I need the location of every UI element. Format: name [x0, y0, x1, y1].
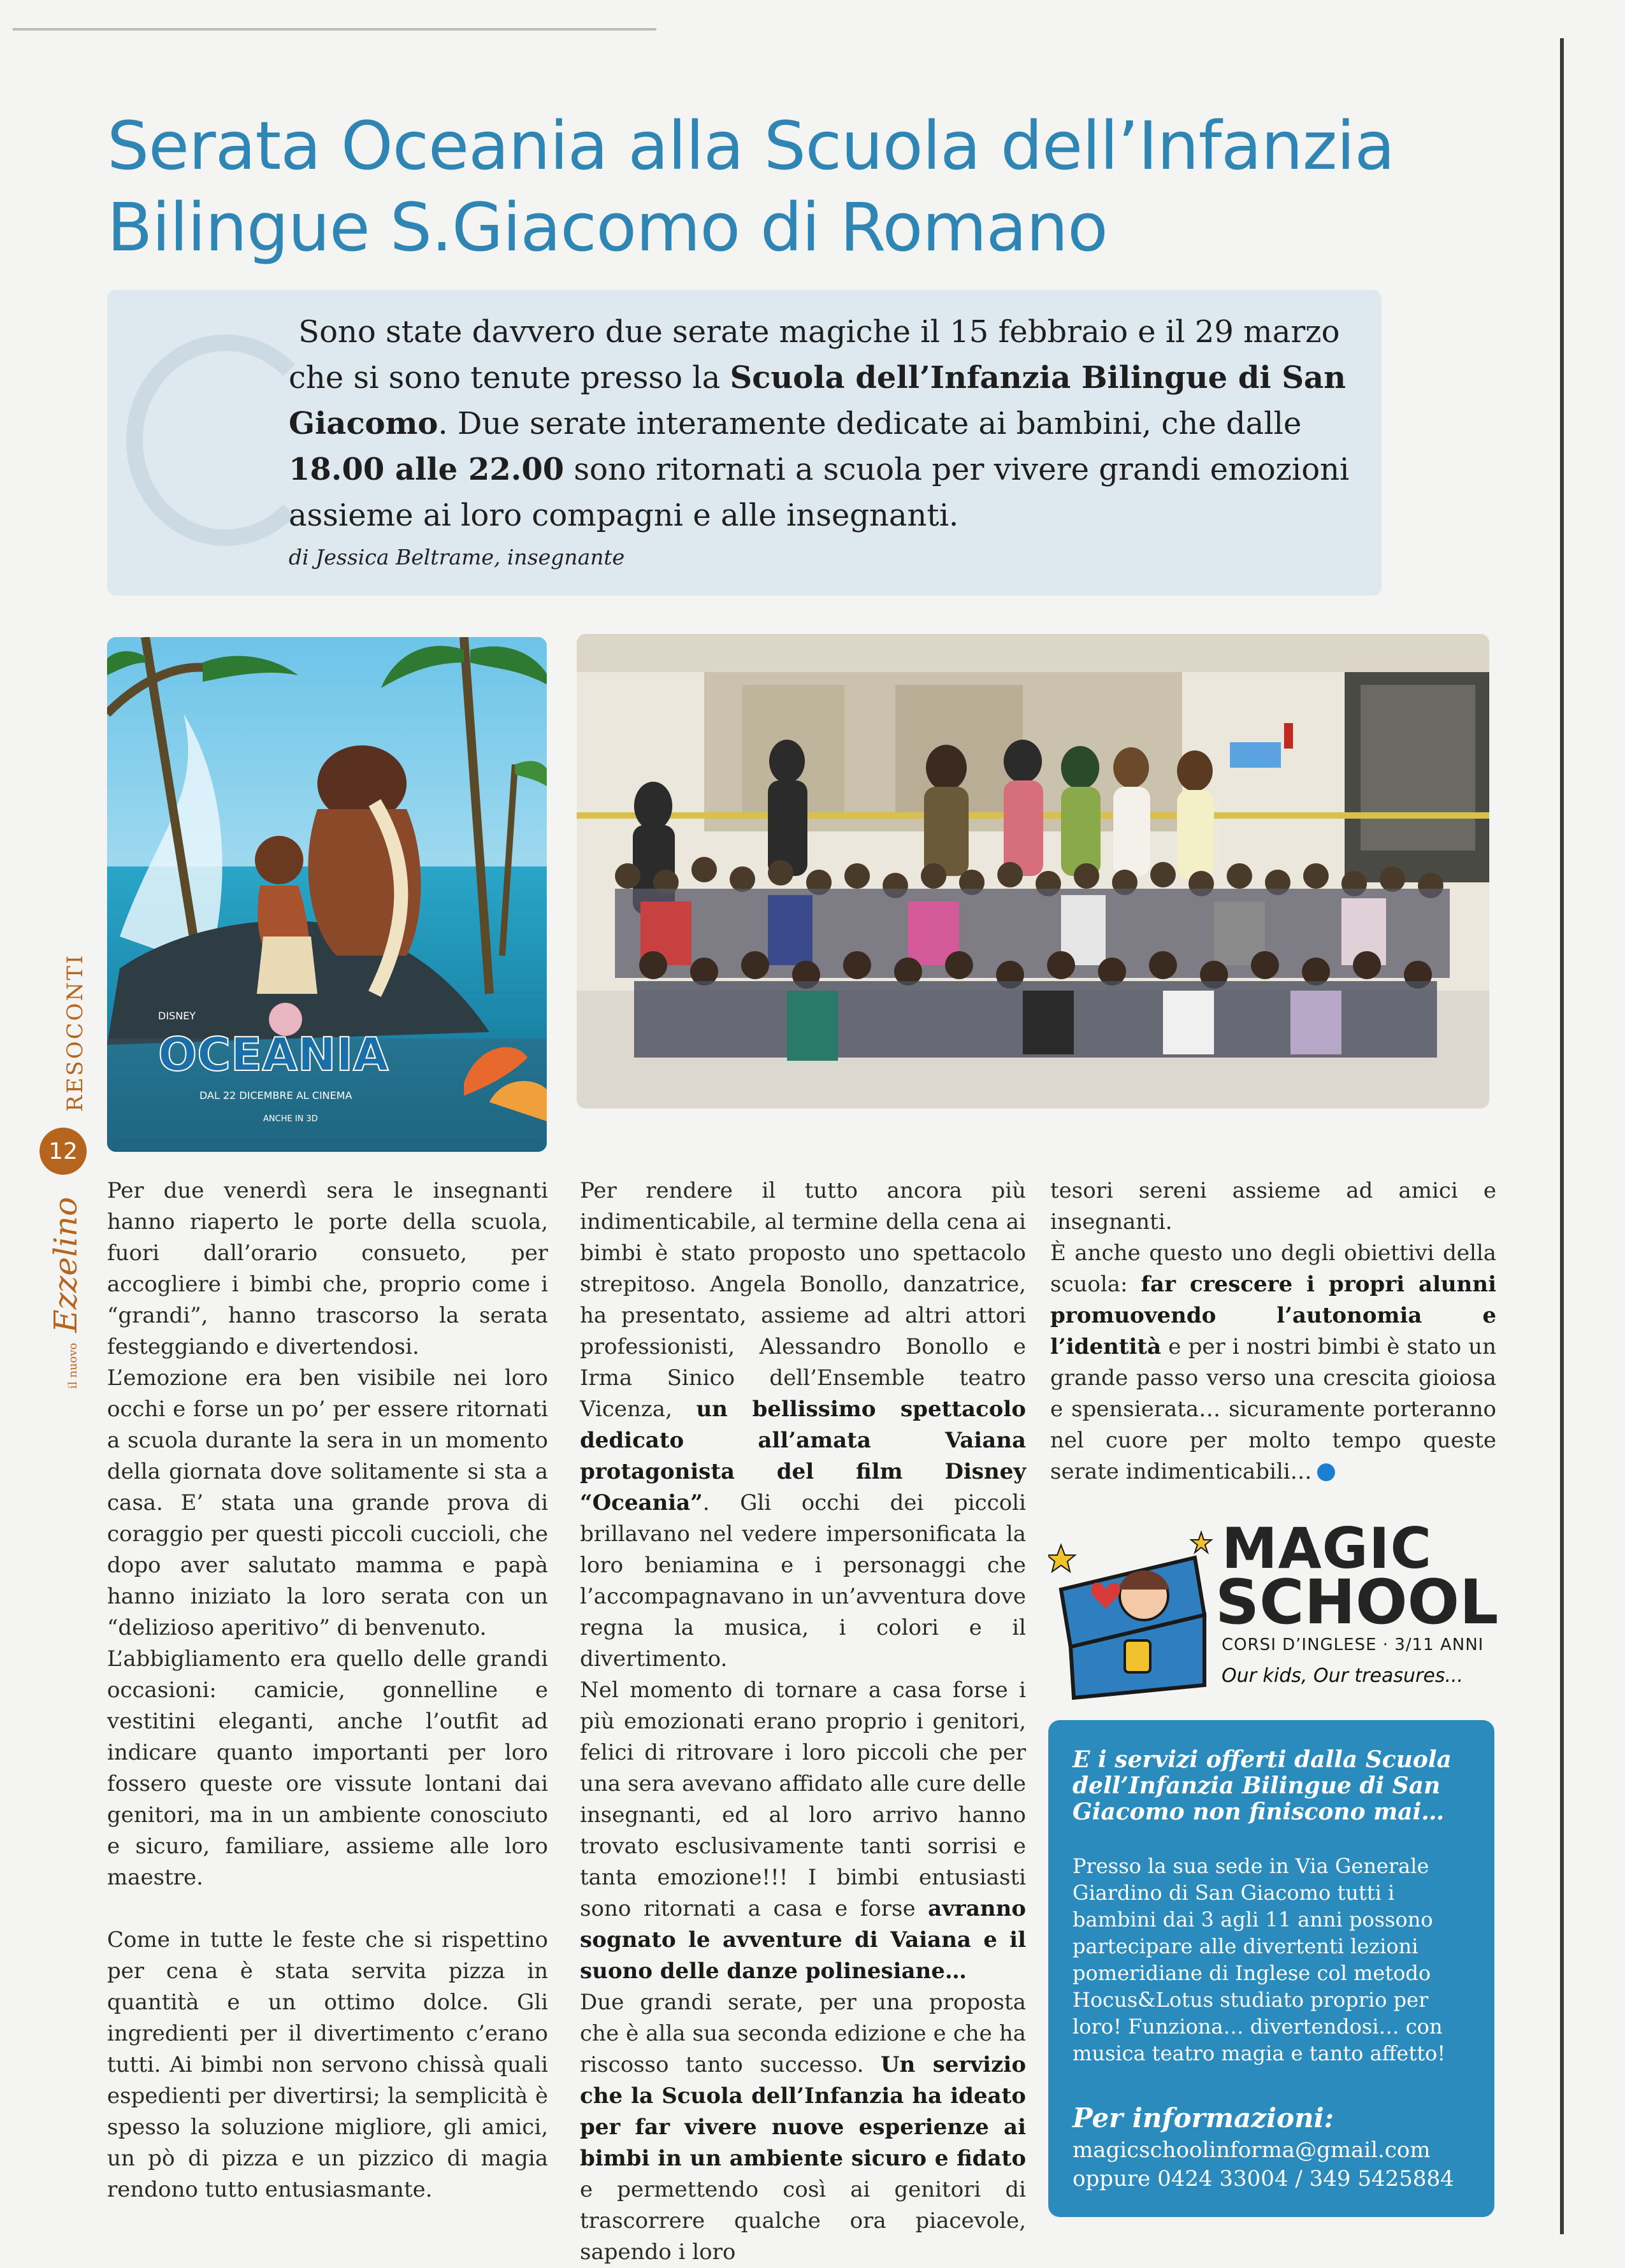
- magazine-logo-name: Ezzelino: [47, 1196, 84, 1333]
- intro-bold-school: Scuola dell’Infanzia Bilingue di San Giacomo: [289, 360, 1347, 441]
- paragraph: L’abbigliamento era quello delle grandi occasioni: camicie, gonnelline e vestitini eleganti, anche l’outfit ad indicare quanto importanti per loro fossero queste ore vissute lontani dai genitori, ma in un ambiente conosciuto e sicuro, familiare, assieme alle loro maestre.: [107, 1646, 548, 1890]
- magic-school-ad: [1048, 1516, 1499, 1704]
- poster-date: DAL 22 DICEMBRE AL CINEMA: [199, 1089, 352, 1102]
- paragraph: Per due venerdì sera le insegnanti hanno riaperto le porte della scuola, fuori dall’orario consueto, per accogliere i bimbi che, proprio come i “grandi”, hanno trascorso la serata festeggiando e divertendosi.: [107, 1178, 548, 1360]
- paragraph: tesori sereni assieme ad amici e insegnanti.: [1050, 1178, 1496, 1235]
- magic-school-word-2: SCHOOL: [1215, 1567, 1499, 1638]
- poster-brand: DISNEY: [158, 1010, 196, 1022]
- info-box: [1048, 1720, 1494, 2217]
- top-rule: [13, 28, 656, 31]
- info-contact-title: Per informazioni:: [1072, 2102, 1334, 2134]
- intro-text: [289, 309, 1359, 538]
- intro-part-3: sono ritornati a scuola per vivere grandi emozioni assieme ai loro compagni e alle insegnanti.: [289, 452, 1350, 533]
- intro-part-2: . Due serate interamente dedicate ai bambini, che dalle: [438, 406, 1302, 441]
- column-3: [1050, 1175, 1496, 1488]
- magic-school-word-1: MAGIC: [1222, 1516, 1433, 1581]
- magazine-logo: [45, 1198, 83, 1389]
- oceania-poster-image: [107, 637, 547, 1152]
- poster-title: OCEANIA: [158, 1028, 389, 1081]
- magazine-logo-small: il nuovo: [66, 1342, 80, 1389]
- paragraph: Nel momento di tornare a casa forse i più emozionati erano proprio i genitori, felici di ritrovare i loro piccoli che per una sera avevano affidato alle cure delle insegnanti, ed al loro arrivo hanno trovato esclusivamente tanti sorrisi e tanta emozione!!! I bimbi entusiasti sono ritornati a casa e forse avranno sognato le avventure di Vaiana e il suono delle danze polinesiane…: [580, 1677, 1026, 1984]
- section-label: RESOCONTI: [62, 953, 88, 1112]
- paragraph: L’emozione era ben visibile nei loro occhi e forse un po’ per essere ritornati a scuola durante la sera in un momento della giornata dove solitamente si sta a casa. E’ stata una grande prova di coraggio per questi piccoli cuccioli, che dopo aver salutato mamma e papà hanno iniziato la loro serata con un “delizioso aperitivo” di benvenuto.: [107, 1365, 548, 1640]
- magic-school-tagline: Our kids, Our treasures...: [1222, 1665, 1464, 1687]
- info-phone: oppure 0424 33004 / 349 5425884: [1072, 2166, 1454, 2192]
- intro-bold-hours: 18.00 alle 22.00: [289, 452, 565, 487]
- article-title: Serata Oceania alla Scuola dell’Infanzia Bilingue S.Giacomo di Romano: [107, 107, 1395, 266]
- paragraph: Come in tutte le feste che si rispettino per cena è stata servita pizza in quantità e un ottimo dolce. Gli ingredienti per il divertimento c’erano tutti. Ai bimbi non servono chissà quali espedienti per divertirsi; la semplicità è spesso la soluzione migliore, gli amici, un pò di pizza e un pizzico di magia rendono tutto entusiasmante.: [107, 1927, 548, 2202]
- info-body: Presso la sua sede in Via Generale Giardino di San Giacomo tutti i bambini dai 3 agli 11 anni possono partecipare alle divertenti lezioni pomeridiane di Inglese col metodo Hocus&Lotus studiato proprio per loro! Funziona… divertendosi… con musica teatro magia e tanto affetto!: [1072, 1854, 1446, 2065]
- page-edge: [1560, 38, 1564, 2234]
- column-2: [580, 1175, 1026, 2268]
- group-photo-illustration: [577, 634, 1489, 1109]
- paragraph: Per rendere il tutto ancora più indimenticabile, al termine della cena ai bimbi è stato proposto uno spettacolo strepitoso. Angela Bonollo, danzatrice, ha presentato, assieme ad altri attori professionisti, Alessandro Bonollo e Irma Sinico dell’Ensemble teatro Vicenza, un bellissimo spettacolo dedicato all’amata Vaiana protagonista del film Disney “Oceania”. Gli occhi dei piccoli brillavano nel vedere impersonificata la loro beniamina e i personaggi che l’accompagnavano in un’avventura dove regna la musica, i colori e il divertimento.: [580, 1178, 1026, 1672]
- paragraph: Due grandi serate, per una proposta che è alla sua seconda edizione e che ha riscosso tanto successo. Un servizio che la Scuola dell’Infanzia ha ideato per far vivere nuove esperienze ai bimbi in un ambiente sicuro e fidato e permettendo così ai genitori di trascorrere qualche ora piacevole, sapendo i loro: [580, 1990, 1026, 2265]
- info-email: magicschoolinforma@gmail.com: [1072, 2137, 1431, 2163]
- intro-part-1: Sono state davvero due serate magiche il 15 febbraio e il 29 marzo che si sono tenute presso la: [289, 314, 1340, 396]
- paragraph: È anche questo uno degli obiettivi della scuola: far crescere i propri alunni promuovendo l’autonomia e l’identità e per i nostri bimbi è stato un grande passo verso una crescita gioiosa e spensierata… sicuramente porteranno nel cuore per molto tempo queste serate indimenticabili…: [1050, 1240, 1497, 1484]
- group-photo-image: [577, 634, 1489, 1109]
- page-number: 12: [40, 1128, 87, 1175]
- magic-school-subtitle: CORSI D’INGLESE · 3/11 ANNI: [1222, 1635, 1484, 1654]
- info-heading: E i servizi offerti dalla Scuola dell’Infanzia Bilingue di San Giacomo non finiscono mai…: [1072, 1746, 1452, 1825]
- intro-box: [107, 290, 1382, 596]
- column-1: [107, 1175, 548, 2206]
- poster-illustration: [107, 637, 547, 1152]
- end-dot-icon: [1317, 1463, 1335, 1481]
- byline: di Jessica Beltrame, insegnante: [289, 545, 625, 570]
- treasure-chest-icon: [1048, 1519, 1214, 1704]
- poster-sub: ANCHE IN 3D: [263, 1114, 318, 1124]
